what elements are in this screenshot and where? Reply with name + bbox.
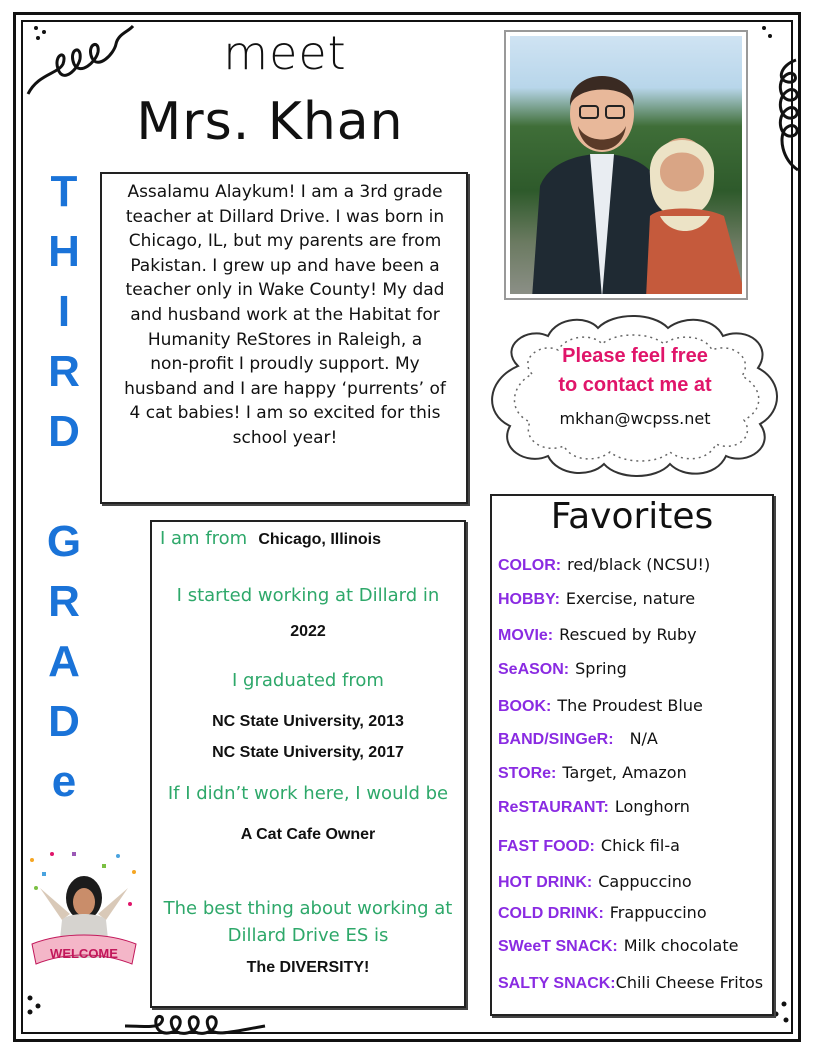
about-line: Humanity ReStores in Raleigh, a	[147, 329, 423, 350]
favorite-label: COLD DRINK:	[498, 905, 604, 922]
welcome-sticker-text: WELCOME	[50, 946, 118, 961]
favorite-label: SeASON:	[498, 661, 570, 678]
favorite-item	[498, 973, 763, 999]
favorite-label: ReSTAURANT:	[498, 799, 609, 816]
welcome-bitmoji-sticker	[22, 848, 146, 972]
graduated-value: NC State University, 2017	[212, 744, 404, 761]
about-line: and husband work at the Habitat for	[130, 304, 440, 325]
from-row	[160, 528, 460, 549]
started-label: I started working at Dillard in	[176, 585, 440, 606]
favorite-label: MOVIe:	[498, 627, 554, 644]
bottom-swirl-doodle	[120, 1006, 270, 1050]
contact-heading-line: to contact me at	[558, 374, 712, 396]
side-title-letter: R	[48, 347, 80, 396]
started-value: 2022	[290, 623, 326, 640]
about-line: teacher only in Wake County! My dad	[125, 280, 445, 301]
about-line: husband and I are happy ‘purrents’ of	[124, 378, 446, 399]
favorite-value: Chick fil-a	[600, 836, 680, 855]
side-title-letter: I	[57, 287, 71, 336]
side-title-letter: e	[51, 757, 77, 806]
favorite-item	[498, 589, 695, 615]
favorite-item	[498, 836, 680, 862]
side-title-letter: T	[50, 167, 78, 216]
favorite-value: The Proudest Blue	[557, 696, 703, 715]
favorite-item	[498, 555, 710, 581]
favorite-label: SWeeT SNACK:	[498, 938, 618, 955]
favorites-heading: Favorites	[550, 496, 714, 537]
about-line: Assalamu Alaykum! I am a 3rd grade	[127, 182, 443, 202]
teacher-name-heading: Mrs. Khan	[136, 92, 404, 152]
meet-heading: meet	[223, 26, 347, 80]
side-title-letter: R	[48, 577, 80, 626]
alt-job-value: A Cat Cafe Owner	[240, 826, 376, 843]
contact-heading-line: Please feel free	[562, 345, 708, 367]
favorite-item	[498, 763, 687, 789]
from-label: I am from	[160, 528, 248, 549]
side-title-letter: D	[48, 407, 80, 456]
corner-swirl-doodle-top-left	[18, 14, 138, 104]
best-thing-label-line2: Dillard Drive ES is	[227, 925, 389, 946]
favorite-value: red/black (NCSU!)	[567, 555, 711, 574]
favorite-item	[498, 936, 738, 962]
favorite-item	[498, 797, 690, 823]
side-title-letter: A	[48, 637, 80, 686]
favorite-value: Milk chocolate	[623, 936, 739, 955]
favorite-value: Spring	[575, 659, 627, 678]
side-title-third	[38, 162, 90, 462]
favorite-value: N/A	[629, 729, 658, 748]
side-title-letter: H	[48, 227, 80, 276]
side-title-letter: G	[46, 517, 82, 566]
favorite-label: STORe:	[498, 765, 557, 782]
favorite-value: Frappuccino	[609, 903, 707, 922]
favorite-label: COLOR:	[498, 557, 562, 574]
side-title-grade	[38, 512, 90, 812]
favorite-label: BAND/SINGeR:	[498, 731, 614, 748]
favorite-label: SALTY SNACK:	[498, 975, 616, 992]
favorite-value: Longhorn	[614, 797, 690, 816]
favorite-item	[498, 872, 692, 898]
favorite-label: HOT DRINK:	[498, 874, 593, 891]
alt-job-label: If I didn’t work here, I would be	[167, 783, 449, 804]
about-line: Pakistan. I grew up and have been a	[130, 255, 440, 276]
favorite-value: Cappuccino	[598, 872, 692, 891]
about-me-text	[110, 180, 460, 451]
about-line: teacher at Dillard Drive. I was born in	[125, 206, 445, 227]
from-value: Chicago, Illinois	[258, 531, 381, 548]
teacher-photo	[504, 30, 748, 300]
about-line: Chicago, IL, but my parents are from	[128, 231, 442, 252]
about-line: 4 cat babies! I am so excited for this	[129, 403, 441, 424]
favorite-label: BOOK:	[498, 698, 552, 715]
favorite-label: HOBBY:	[498, 591, 560, 608]
about-line: school year!	[232, 427, 338, 448]
favorite-item	[498, 659, 627, 685]
contact-email-link[interactable]: mkhan@wcpss.net	[559, 409, 711, 428]
best-thing-value: The DIVERSITY!	[246, 959, 370, 976]
side-swirl-doodle-right	[756, 20, 806, 190]
graduated-value: NC State University, 2013	[212, 713, 404, 730]
favorite-item	[498, 696, 703, 722]
contact-heading	[520, 342, 750, 400]
favorite-item	[498, 729, 658, 755]
about-line: non-profit I proudly support. My	[150, 354, 420, 375]
favorite-value: Chili Cheese Fritos	[615, 973, 764, 992]
favorite-item	[498, 903, 707, 929]
graduated-label: I graduated from	[232, 670, 384, 691]
favorite-item	[498, 625, 697, 651]
side-title-letter: D	[48, 697, 80, 746]
favorite-value: Target, Amazon	[562, 763, 687, 782]
photo-illustration	[510, 36, 742, 294]
favorite-value: Exercise, nature	[565, 589, 696, 608]
best-thing-label-line1: The best thing about working at	[163, 898, 453, 919]
favorite-value: Rescued by Ruby	[559, 625, 697, 644]
corner-dots-bottom-left	[24, 990, 54, 1020]
favorite-label: FAST FOOD:	[498, 838, 595, 855]
